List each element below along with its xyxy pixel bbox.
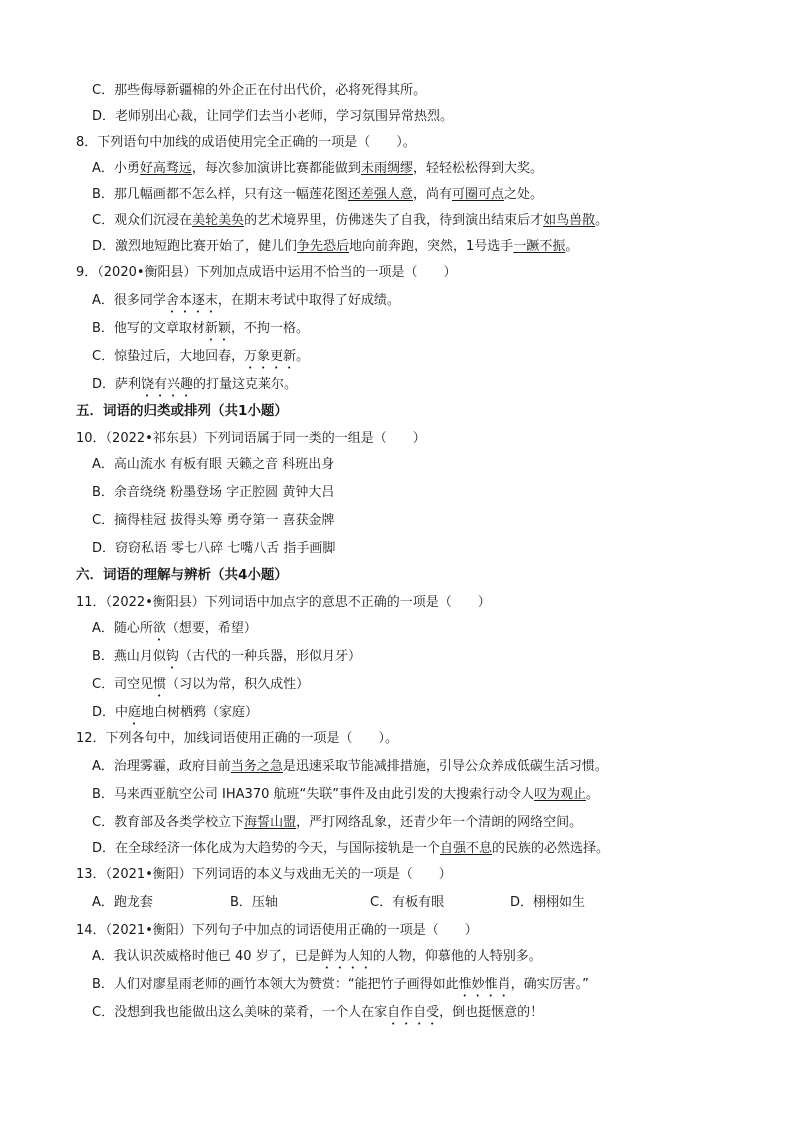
text-run: C．没想到我也能做出这么美味的菜肴，一个人在家 — [92, 1005, 388, 1020]
text-run: （想要，希望） — [165, 621, 257, 636]
answer-option — [92, 186, 543, 204]
question-stem — [76, 430, 426, 448]
answer-choice: A．跑龙套 — [92, 895, 153, 910]
dotted-term: 庭 — [128, 705, 142, 720]
text-run: B．那几幅画都不怎么样，只有这一幅莲花图 — [92, 187, 348, 202]
underlined-term: 自强不息 — [440, 841, 493, 856]
answer-choice: C．有板有眼 — [370, 895, 445, 910]
answer-option — [92, 540, 335, 558]
text-run: 地白树栖鸦（家庭） — [141, 705, 259, 720]
text-run: 10．（2022•祁东县）下列词语属于同一类的一组是（ ） — [76, 431, 426, 446]
answer-option — [92, 108, 453, 126]
text-run: 地向前奔跑，突然，1号选手 — [349, 239, 514, 254]
answer-option — [92, 160, 543, 178]
answer-option — [92, 212, 608, 230]
dotted-term: 饶有兴趣 — [141, 377, 194, 392]
answer-choice: D．栩栩如生 — [510, 895, 586, 910]
text-run: D．窃窃私语 零七八碎 七嘴八舌 指手画脚 — [92, 541, 336, 556]
text-run: 11．（2022•衡阳县）下列词语中加点字的意思不正确的一项是（ ） — [76, 595, 491, 610]
text-run: 六．词语的理解与辨析（共4小题） — [76, 567, 288, 583]
text-run: ，倒也挺惬意的！ — [439, 1005, 544, 1020]
text-run: 的人物，仰慕他的人特别多。 — [372, 949, 542, 964]
text-run: D．激烈地短跑比赛开始了，健儿们 — [92, 239, 298, 254]
text-run: 12．下列各句中，加线词语使用正确的一项是（ ）。 — [76, 731, 399, 746]
question-stem — [76, 866, 452, 884]
text-run: D．萨利 — [92, 377, 142, 392]
underlined-term: 可圈可点 — [451, 187, 504, 202]
text-run: C．摘得桂冠 拔得头筹 勇夺第一 喜获金牌 — [92, 513, 335, 528]
text-run: B．马来西亚航空公司 IHA370 航班“失联”事件及由此引发的大搜索行动令人 — [92, 787, 534, 802]
answer-choice: B．压轴 — [230, 895, 278, 910]
text-run: 之处。 — [503, 187, 543, 202]
text-run: 是迅速采取节能减排措施，引导公众养成低碳生活习惯。 — [282, 759, 608, 774]
answer-option — [92, 620, 257, 644]
text-run: A．我认识茨威格时他已 40 岁了，已是 — [92, 949, 321, 964]
text-run: ，每次参加演讲比赛都能做到 — [191, 161, 361, 176]
section-heading — [76, 402, 288, 420]
dotted-term: 惯 — [153, 677, 167, 692]
dotted-term: 自作自受 — [387, 1005, 440, 1020]
text-run: 。 — [585, 787, 599, 802]
section-heading — [76, 566, 288, 584]
dotted-term: 新颖 — [204, 321, 231, 336]
dotted-term: 钩 — [165, 649, 179, 664]
text-run: A．很多同学 — [92, 293, 166, 308]
dotted-term: 万象更新 — [244, 349, 297, 364]
answer-option — [92, 840, 609, 858]
answer-option — [92, 456, 334, 474]
underlined-term: 争先恐后 — [297, 239, 350, 254]
answer-option — [92, 758, 608, 776]
answer-option — [92, 292, 400, 316]
text-run: 8．下列语句中加线的成语使用完全正确的一项是（ ）。 — [76, 135, 416, 150]
underlined-term: 海誓山盟 — [244, 815, 297, 830]
text-run: （古代的一种兵器，形似月牙） — [178, 649, 361, 664]
answer-option — [92, 648, 361, 672]
question-stem — [76, 922, 478, 940]
underlined-term: 好高骛远 — [139, 161, 192, 176]
text-run: A．小勇 — [92, 161, 140, 176]
text-run: C．教育部及各类学校立下 — [92, 815, 245, 830]
text-run: A．治理雾霾，政府目前 — [92, 759, 231, 774]
text-run: 9．（2020•衡阳县）下列加点成语中运用不恰当的一项是（ ） — [76, 265, 457, 280]
text-run: B．他写的文章取材 — [92, 321, 205, 336]
text-run: B．人们对廖星雨老师的画竹本领大为赞赏：“能把竹子画得如此 — [92, 977, 459, 992]
answer-option — [92, 676, 309, 700]
text-run: D．老师别出心裁，让同学们去当小老师，学习氛围异常热烈。 — [92, 109, 454, 124]
text-run: C．惊蛰过后，大地回春， — [92, 349, 245, 364]
text-run: D．中 — [92, 705, 129, 720]
text-run: 的民族的必然选择。 — [492, 841, 610, 856]
answer-option — [92, 376, 297, 400]
text-run: 13．（2021•衡阳）下列词语的本义与戏曲无关的一项是（ ） — [76, 867, 452, 882]
text-run: ，轻轻松松得到大奖。 — [412, 161, 543, 176]
text-run: D．在全球经济一体化成为大趋势的今天，与国际接轨是一个 — [92, 841, 441, 856]
text-run: 的打量这克莱尔。 — [193, 377, 298, 392]
underlined-term: 一蹶不振 — [513, 239, 566, 254]
text-run: A．随心所 — [92, 621, 153, 636]
text-run: 的艺术境界里，仿佛迷失了自我，待到演出结束后才 — [244, 213, 544, 228]
text-run: ，在期末考试中取得了好成绩。 — [217, 293, 400, 308]
text-run: B．余音绕绕 粉墨登场 字正腔圆 黄钟大吕 — [92, 485, 335, 500]
text-run: 。 — [595, 213, 609, 228]
text-run: 。 — [296, 349, 310, 364]
answer-option — [92, 1004, 543, 1028]
underlined-term: 未雨绸缪 — [360, 161, 413, 176]
question-stem — [76, 730, 398, 748]
text-run: 。 — [565, 239, 579, 254]
dotted-term: 惟妙惟肖 — [458, 977, 511, 992]
text-run: （习以为常，积久成性） — [166, 677, 310, 692]
text-run: C．司空见 — [92, 677, 154, 692]
underlined-term: 当务之急 — [230, 759, 283, 774]
text-run: ，确实厉害。” — [510, 977, 589, 992]
dotted-term: 舍本逐末 — [165, 293, 218, 308]
underlined-term: 如鸟兽散 — [543, 213, 596, 228]
answer-option — [92, 976, 589, 1000]
answer-option — [92, 238, 578, 256]
underlined-term: 美轮美奂 — [192, 213, 245, 228]
text-run: ，不拘一格。 — [230, 321, 309, 336]
text-run: ，严打网络乱象，还青少年一个清朗的网络空间。 — [296, 815, 583, 830]
dotted-term: 欲 — [152, 621, 166, 636]
text-run: 五．词语的归类或排列（共1小题） — [76, 403, 288, 419]
text-run: C．那些侮辱新疆棉的外企正在付出代价，必将死得其所。 — [92, 83, 427, 98]
text-run: 14．（2021•衡阳）下列句子中加点的词语使用正确的一项是（ ） — [76, 923, 478, 938]
answer-option — [92, 320, 309, 344]
text-run: B．燕山月似 — [92, 649, 166, 664]
answer-option — [92, 484, 334, 502]
dotted-term: 鲜为人知 — [320, 949, 373, 964]
answer-option — [92, 704, 258, 728]
answer-option — [92, 82, 426, 100]
underlined-term: 叹为观止 — [533, 787, 586, 802]
answer-option — [92, 786, 599, 804]
text-run: ，尚有 — [412, 187, 452, 202]
question-stem — [76, 134, 416, 152]
answer-option — [92, 348, 309, 372]
question-stem — [76, 264, 457, 282]
answer-option — [92, 512, 334, 530]
underlined-term: 还差强人意 — [347, 187, 413, 202]
answer-option — [92, 948, 542, 972]
text-run: C．观众们沉浸在 — [92, 213, 193, 228]
question-stem — [76, 594, 491, 612]
text-run: A．高山流水 有板有眼 天籁之音 科班出身 — [92, 457, 335, 472]
answer-option — [92, 814, 582, 832]
